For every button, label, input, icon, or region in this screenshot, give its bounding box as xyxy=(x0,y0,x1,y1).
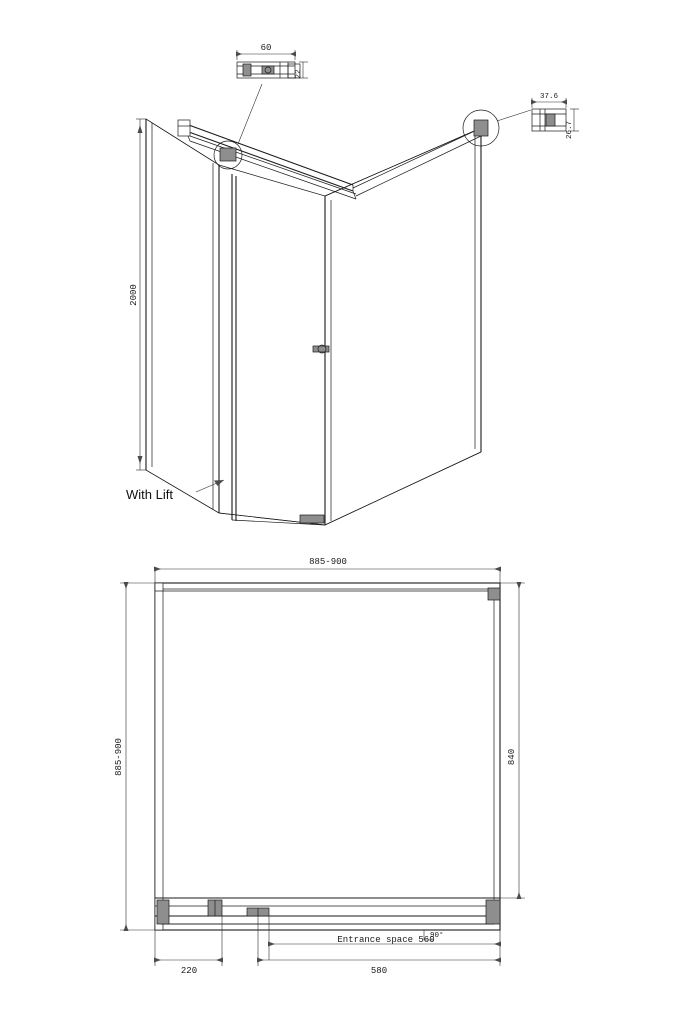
plan-right-dimension xyxy=(507,582,522,899)
angle-label: 90° xyxy=(430,932,444,940)
plan-left-dimension-text: 885-900 xyxy=(114,738,124,776)
iso-side-panel xyxy=(146,119,219,513)
iso-callout-right xyxy=(463,110,531,146)
plan-middle-bracket xyxy=(208,900,222,916)
iso-roller-hardware xyxy=(214,141,242,169)
plan-bottom-dimension-right xyxy=(257,958,501,977)
top-profile-detail xyxy=(236,43,308,79)
iso-height-dimension-text: 2000 xyxy=(129,284,139,306)
plan-top-dimension-text: 885-900 xyxy=(309,557,347,567)
wall-detail-width-text: 37.6 xyxy=(539,93,559,101)
plan-left-wall-profile xyxy=(155,583,163,930)
plan-bottom-right-bracket xyxy=(486,900,500,924)
iso-back-panel xyxy=(219,165,325,525)
top-detail-height-text: 22 xyxy=(295,69,303,79)
plan-entrance-dimension xyxy=(268,930,501,947)
plan-bottom-dimension-left-text: 220 xyxy=(180,966,198,976)
plan-bottom-track xyxy=(155,898,500,924)
plan-right-dimension-text: 840 xyxy=(507,748,517,766)
plan-bottom-dimension-right-text: 580 xyxy=(370,966,388,976)
isometric-view xyxy=(126,43,579,525)
plan-right-top-bracket xyxy=(488,588,500,600)
plan-top-dimension xyxy=(154,557,501,572)
iso-sliding-door xyxy=(232,174,325,525)
top-detail-width-text: 60 xyxy=(260,43,272,53)
iso-rail-end-bracket xyxy=(178,120,190,136)
iso-with-lift-note xyxy=(126,480,224,502)
with-lift-label: With Lift xyxy=(126,487,173,502)
wall-detail-height-text: 26.7 xyxy=(566,120,574,140)
plan-door-leaf xyxy=(247,908,269,916)
entrance-space-label: Entrance space 560 xyxy=(337,935,435,945)
plan-bottom-dimension-left xyxy=(154,958,223,977)
plan-outline xyxy=(155,583,500,930)
iso-height-dimension xyxy=(129,119,146,470)
plan-left-dimension xyxy=(114,582,129,931)
iso-right-panel xyxy=(325,128,481,525)
iso-top-rail xyxy=(186,124,481,199)
plan-view xyxy=(114,557,525,976)
iso-door-handle xyxy=(313,345,329,353)
plan-extension-lines xyxy=(120,569,525,966)
iso-callout-top xyxy=(238,84,262,144)
wall-profile-detail xyxy=(531,93,579,139)
plan-bottom-left-bracket xyxy=(157,900,169,924)
iso-bottom-guide xyxy=(300,515,324,523)
